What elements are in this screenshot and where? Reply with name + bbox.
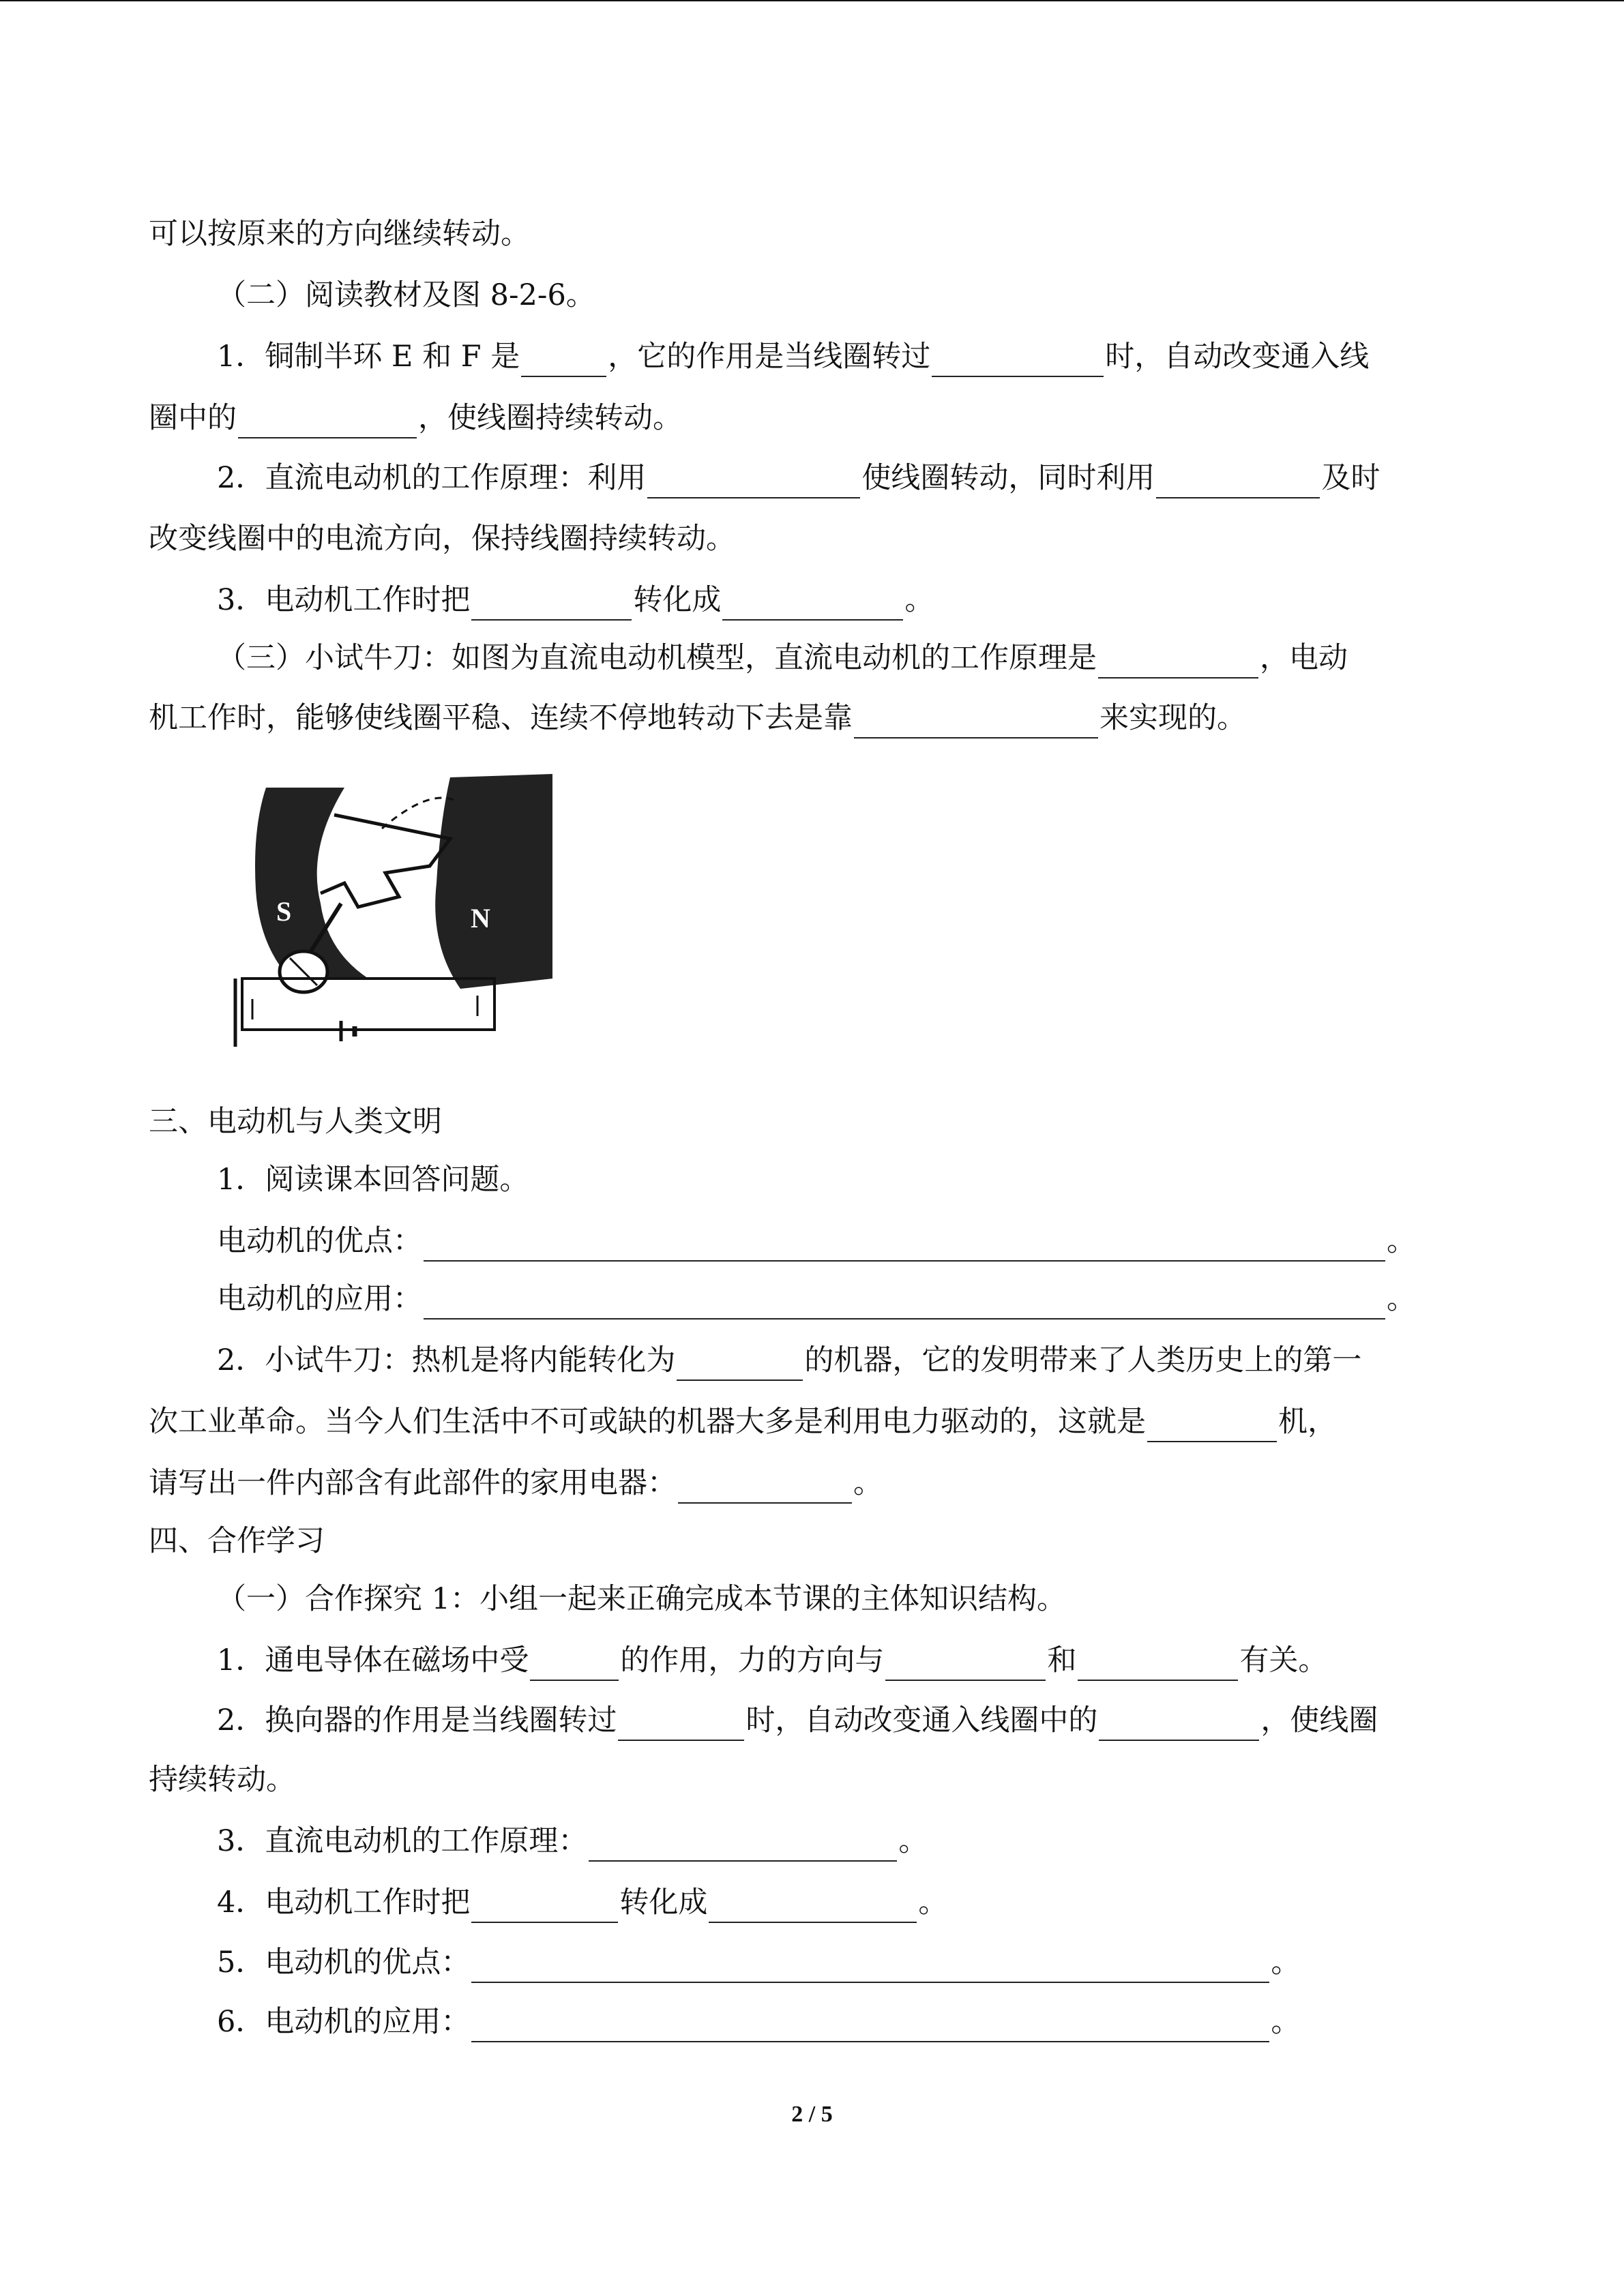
question-line: 3．直流电动机的工作原理： 。 [217, 1821, 928, 1862]
answer-blank[interactable] [471, 2008, 1269, 2042]
answer-blank[interactable] [618, 1707, 744, 1741]
answer-blank[interactable] [1156, 464, 1320, 498]
section-heading: （二）阅读教材及图 8-2-6。 [217, 278, 595, 312]
answer-blank[interactable] [471, 586, 632, 621]
text-line: 可以按原来的方向继续转动。 [149, 217, 530, 251]
answer-blank[interactable] [589, 1828, 897, 1862]
question-line: 电动机的优点： 。 [217, 1221, 1416, 1262]
question-line: 机工作时，能够使线圈平稳、连续不停地转动下去是靠 来实现的。 [149, 698, 1246, 739]
dc-motor-figure [225, 774, 559, 1060]
text-line: （一）合作探究 1：小组一起来正确完成本节课的主体知识结构。 [217, 1582, 1067, 1616]
answer-blank[interactable] [1098, 644, 1258, 679]
answer-blank[interactable] [722, 586, 903, 621]
answer-blank[interactable] [647, 464, 860, 498]
n-pole-label: N [471, 903, 490, 934]
answer-blank[interactable] [530, 1647, 619, 1681]
question-line: 电动机的应用： 。 [217, 1279, 1416, 1320]
section-heading: 三、电动机与人类文明 [149, 1105, 442, 1139]
answer-blank[interactable] [932, 343, 1104, 377]
answer-blank[interactable] [471, 1949, 1269, 1983]
answer-blank[interactable] [854, 704, 1098, 739]
answer-blank[interactable] [1147, 1408, 1277, 1442]
n-magnet [435, 774, 552, 989]
question-line: 3．电动机工作时把 转化成 。 [217, 580, 934, 621]
question-line: 次工业革命。当今人们生活中不可或缺的机器大多是利用电力驱动的，这就是 机， [149, 1401, 1337, 1442]
question-line: 6．电动机的应用： 。 [217, 2001, 1300, 2042]
circuit-frame [242, 979, 494, 1030]
question-line: 请写出一件内部含有此部件的家用电器： 。 [149, 1463, 883, 1504]
text-line: 持续转动。 [149, 1763, 295, 1797]
s-pole-label: S [276, 896, 292, 927]
answer-blank[interactable] [1099, 1707, 1259, 1741]
answer-blank[interactable] [424, 1285, 1385, 1320]
question-line: 4．电动机工作时把 转化成 。 [217, 1882, 947, 1923]
question-line: 2．直流电动机的工作原理：利用 使线圈转动，同时利用 及时 [217, 458, 1380, 498]
question-line: 1．铜制半环 E 和 F 是 ，它的作用是当线圈转过 时，自动改变通入线 [217, 336, 1369, 377]
question-line: （三）小试牛刀：如图为直流电动机模型，直流电动机的工作原理是 ，电动 [217, 638, 1348, 679]
answer-blank[interactable] [885, 1647, 1046, 1681]
answer-blank[interactable] [471, 1889, 618, 1923]
question-line: 5．电动机的优点： 。 [217, 1942, 1300, 1983]
answer-blank[interactable] [1078, 1647, 1238, 1681]
answer-blank[interactable] [424, 1227, 1385, 1262]
question-line: 2．换向器的作用是当线圈转过 时，自动改变通入线圈中的 ，使线圈 [217, 1700, 1378, 1741]
answer-blank[interactable] [238, 404, 417, 438]
page-number: 2 / 5 [791, 2102, 833, 2127]
top-border [0, 0, 1624, 1]
answer-blank[interactable] [678, 1470, 852, 1504]
question-line: 2．小试牛刀：热机是将内能转化为 的机器，它的发明带来了人类历史上的第一 [217, 1340, 1361, 1381]
answer-blank[interactable] [521, 343, 606, 377]
text-line: 1．阅读课本回答问题。 [217, 1163, 529, 1197]
answer-blank[interactable] [709, 1889, 917, 1923]
coil-wire [321, 815, 450, 907]
question-line: 1．通电导体在磁场中受 的作用，力的方向与 和 有关。 [217, 1640, 1327, 1681]
question-line: 圈中的 ，使线圈持续转动。 [149, 398, 682, 438]
answer-blank[interactable] [677, 1347, 803, 1381]
text-line: 改变线圈中的电流方向，保持线圈持续转动。 [149, 522, 735, 556]
section-heading: 四、合作学习 [149, 1524, 325, 1558]
